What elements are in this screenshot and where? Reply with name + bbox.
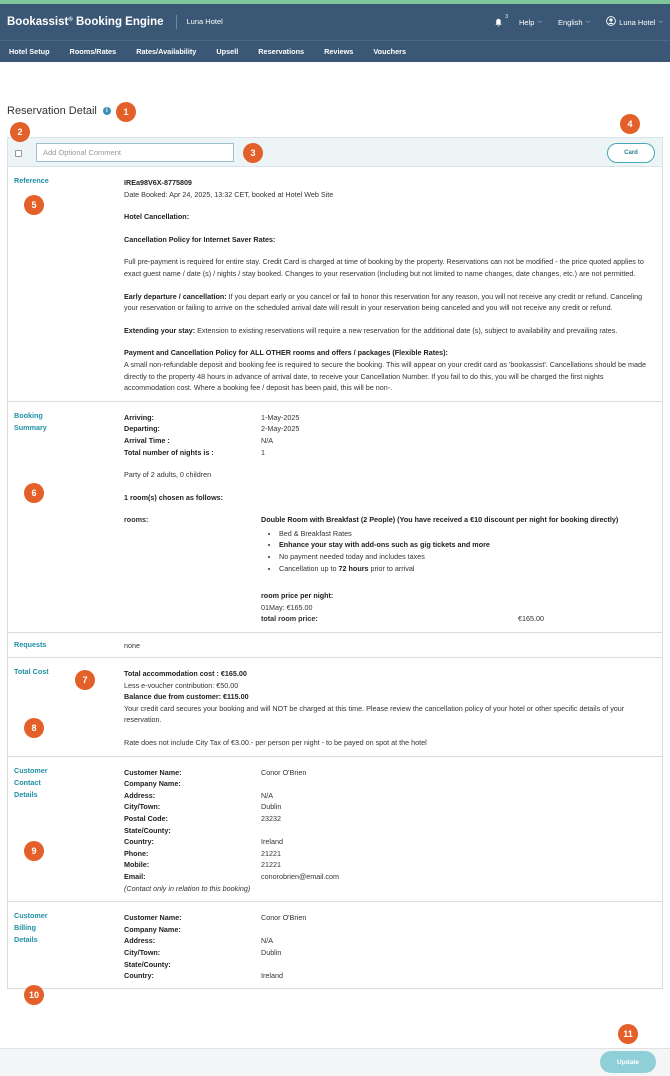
secure-text: Your credit card secures your booking and will NOT be charged at this time. Please review the cancellation policy of your hotel or other specific details of your reservation.: [124, 703, 625, 725]
contact-section: [8, 757, 662, 903]
label-line: Summary: [14, 422, 47, 432]
kv-value: 1-May-2025: [261, 412, 300, 422]
kv-value: [261, 778, 648, 790]
kv-value: Dublin: [261, 802, 282, 812]
brand-name: Bookassist: [7, 16, 69, 28]
bell-icon: [494, 18, 503, 27]
label-line: Billing: [14, 923, 36, 933]
kv-key: Company Name:: [124, 924, 181, 934]
kv-row: [124, 871, 648, 883]
section-label: [14, 410, 64, 434]
voucher-contribution: Less e-voucher contribution: €50.00: [124, 680, 239, 690]
section-label: Reference: [14, 176, 49, 185]
brand-suffix: Booking Engine: [75, 16, 164, 28]
total-room-label: total room price:: [261, 614, 318, 624]
update-button[interactable]: Update: [600, 1051, 656, 1073]
nav-rooms-rates[interactable]: Rooms/Rates: [69, 47, 117, 56]
other-policy-text: A small non-refundable deposit and booking fee is required to secure the booking. This will appear on your credit card as 'bookassist'. Cancellations should be made directly to the property 48 hours in advance of arrival date, to receive your Cancellation Number. If you fail to do this, you will be charged the first nights accommodation cost. Where a booking fee / deposit has been paid, this will be non-.: [124, 359, 647, 393]
kv-key: Country:: [124, 837, 154, 847]
chevron-down-icon: ⌵: [658, 18, 663, 25]
kv-value: [261, 825, 648, 837]
kv-key: Address:: [124, 790, 156, 800]
kv-value: Conor O'Brien: [261, 767, 307, 777]
section-label: Total Cost: [14, 667, 49, 677]
policy-text: Full pre-payment is required for entire stay. Credit Card is charged at time of booking by the property. Reservations can not be modified - the price quoted applies to exact guest name / date (s) / nights / stay booked. Changes to your reservation (including but not limited to name changes, date changes, etc.) are not permitted.: [124, 257, 644, 278]
user-label: Luna Hotel: [619, 17, 656, 27]
total-cost-section: [8, 658, 662, 757]
app-header: [0, 4, 670, 40]
list-item: [279, 539, 648, 551]
total-room-value: €165.00: [518, 614, 544, 624]
info-icon[interactable]: i: [103, 107, 111, 115]
nav-hotel-setup[interactable]: Hotel Setup: [9, 47, 50, 56]
kv-row: [124, 790, 648, 802]
hotel-name: Luna Hotel: [176, 15, 223, 29]
kv-row: [124, 836, 648, 848]
kv-value: Ireland: [261, 971, 283, 981]
feature-text: Enhance your stay with add-ons such as gig tickets and more: [279, 540, 490, 550]
section-label: [14, 910, 64, 946]
label-line: Customer: [14, 765, 48, 775]
kv-value: [261, 959, 648, 971]
rooms-row: [124, 514, 648, 625]
kv-key: Phone:: [124, 848, 149, 858]
reservation-details: [7, 167, 663, 989]
rooms-chosen: 1 room(s) chosen as follows:: [124, 492, 224, 502]
kv-key: Mobile:: [124, 860, 150, 870]
balance-due: Balance due from customer: €115.00: [124, 692, 249, 702]
kv-key: Postal Code:: [124, 813, 168, 823]
price-day: 01May: €165.00: [261, 602, 313, 612]
main-nav: [0, 40, 670, 62]
requests-section: [8, 633, 662, 658]
kv-key: State/County:: [124, 959, 171, 969]
other-policy-title: Payment and Cancellation Policy for ALL OTHER rooms and offers / packages (Flexible Rates):: [124, 348, 448, 358]
chevron-down-icon: ⌵: [537, 18, 542, 25]
user-menu[interactable]: [606, 16, 663, 28]
feature-text: prior to arrival: [368, 563, 415, 573]
extend-stay-title: Extending your stay:: [124, 325, 196, 335]
annotation-badge: 3: [243, 143, 263, 163]
kv-key: Departing:: [124, 424, 160, 434]
kv-value: 21221: [261, 860, 281, 870]
kv-row: [124, 935, 648, 947]
reference-code: IREa98V6X-8775809: [124, 178, 192, 187]
comment-bar: [7, 137, 663, 167]
annotation-badge: 9: [24, 841, 44, 861]
brand-logo[interactable]: Bookassist® Booking Engine: [7, 16, 164, 28]
total-room-price-row: [261, 613, 648, 625]
kv-row: [124, 924, 648, 936]
rooms-label: rooms:: [124, 515, 149, 525]
kv-value: 23232: [261, 813, 281, 823]
section-label: Requests: [14, 640, 47, 650]
billing-section: [8, 902, 662, 988]
section-label: [14, 765, 64, 801]
kv-value: 1: [261, 447, 265, 457]
annotation-badge: 2: [10, 122, 30, 142]
kv-row: [124, 813, 648, 825]
date-booked: Date Booked: Apr 24, 2025, 13:32 CET, booked at Hotel Web Site: [124, 189, 334, 199]
kv-key: City/Town:: [124, 802, 161, 812]
kv-row: [124, 767, 648, 779]
annotation-badge: 1: [116, 102, 136, 122]
list-item: [279, 563, 648, 575]
nav-rates-availability[interactable]: Rates/Availability: [136, 47, 197, 56]
policy-title: Cancellation Policy for Internet Saver Rates:: [124, 234, 276, 244]
booking-summary-section: [8, 402, 662, 633]
cancel-hours: 72 hours: [338, 563, 369, 573]
nav-reservations[interactable]: Reservations: [258, 47, 305, 56]
kv-row: [124, 947, 648, 959]
kv-value: Conor O'Brien: [261, 913, 307, 923]
annotation-badge: 7: [75, 670, 95, 690]
kv-key: City/Town:: [124, 947, 161, 957]
nav-upsell[interactable]: Upsell: [216, 47, 239, 56]
kv-row: [124, 859, 648, 871]
label-line: Details: [14, 935, 38, 945]
kv-key: Customer Name:: [124, 767, 182, 777]
notifications-count: 3: [505, 13, 508, 20]
kv-row: [124, 959, 648, 971]
kv-value: 2-May-2025: [261, 424, 300, 434]
annotation-badge: 8: [24, 718, 44, 738]
chevron-down-icon: ⌵: [585, 18, 591, 25]
language-label: English: [557, 17, 583, 27]
label-line: Contact: [14, 777, 41, 787]
annotation-badge: 6: [24, 483, 44, 503]
kv-key: Customer Name:: [124, 913, 182, 923]
kv-key: Arriving:: [124, 412, 154, 422]
room-features: [271, 528, 648, 574]
city-tax-text: Rate does not include City Tax of €3.00.- per person per night - to be payed on spot at the hotel: [124, 738, 427, 747]
kv-value: [261, 924, 648, 936]
nav-reviews[interactable]: Reviews: [324, 47, 354, 56]
kv-row: [124, 970, 648, 982]
contact-note: (Contact only in relation to this booking): [124, 883, 251, 893]
kv-value: N/A: [261, 435, 273, 445]
label-line: Customer: [14, 911, 48, 921]
total-cost: Total accommodation cost : €165.00: [124, 669, 247, 679]
kv-key: Address:: [124, 936, 156, 946]
hotel-cancellation-heading: Hotel Cancellation:: [124, 212, 190, 222]
annotation-badge: 11: [618, 1024, 638, 1044]
list-item: • Bed & Breakfast Rates: [279, 528, 648, 540]
page-title: [7, 105, 111, 117]
comment-input[interactable]: [36, 143, 234, 162]
annotation-badge: 5: [24, 195, 44, 215]
kv-value: Dublin: [261, 947, 282, 957]
language-menu[interactable]: [558, 18, 590, 27]
room-title: Double Room with Breakfast (2 People) (You have received a €10 discount per night for booking directly): [261, 515, 619, 525]
comment-checkbox[interactable]: [15, 150, 22, 157]
kv-row: [124, 801, 648, 813]
kv-row: [124, 435, 648, 447]
footer-bar: [0, 1048, 670, 1076]
kv-row: [124, 423, 648, 435]
kv-key: Arrival Time :: [124, 435, 170, 445]
kv-value: N/A: [261, 790, 273, 800]
room-price-label: room price per night:: [261, 591, 334, 601]
main-content: [0, 62, 670, 1076]
kv-key: Company Name:: [124, 779, 181, 789]
annotation-badge: 4: [620, 114, 640, 134]
kv-key: Email:: [124, 871, 146, 881]
kv-row: [124, 848, 648, 860]
nav-vouchers[interactable]: Vouchers: [373, 47, 407, 56]
list-item: • No payment needed today and includes taxes: [279, 551, 648, 563]
email-value: conorobrien@email.com: [261, 871, 340, 881]
reference-section: [8, 167, 662, 402]
annotation-badge: 10: [24, 985, 44, 1005]
kv-row: [124, 447, 648, 459]
user-avatar-icon: [606, 16, 616, 28]
kv-value: Ireland: [261, 837, 283, 847]
party-size: Party of 2 adults, 0 children: [124, 470, 212, 480]
page-title-text: Reservation Detail: [7, 105, 97, 117]
card-button[interactable]: Card: [607, 143, 655, 163]
extend-stay-text: Extension to existing reservations will require a new reservation for the additional date (s), subject to availability and prevailing rates.: [195, 325, 618, 335]
early-departure-text: If you depart early or you cancel or fail to honor this reservation for any reason, you will not receive any credit or refund. Canceling your reservation or failing to arrive on the scheduled arrival date will result in your reservation being canceled and you will not receive any credit or refund.: [124, 291, 643, 313]
kv-key: Country:: [124, 971, 154, 981]
kv-key: Total number of nights is :: [124, 447, 214, 457]
kv-row: [124, 912, 648, 924]
help-menu[interactable]: [519, 18, 542, 27]
requests-value: none: [124, 641, 140, 651]
kv-row: [124, 825, 648, 837]
kv-value: 21221: [261, 848, 281, 858]
help-label: Help: [518, 17, 535, 27]
kv-row: [124, 778, 648, 790]
kv-row: [124, 412, 648, 424]
notifications-button[interactable]: [494, 13, 508, 27]
kv-key: State/County:: [124, 825, 171, 835]
label-line: Booking: [14, 410, 43, 420]
kv-value: N/A: [261, 936, 273, 946]
label-line: Details: [14, 789, 38, 799]
early-departure-title: Early departure / cancellation:: [124, 291, 227, 301]
feature-text: Cancellation up to: [279, 563, 339, 573]
